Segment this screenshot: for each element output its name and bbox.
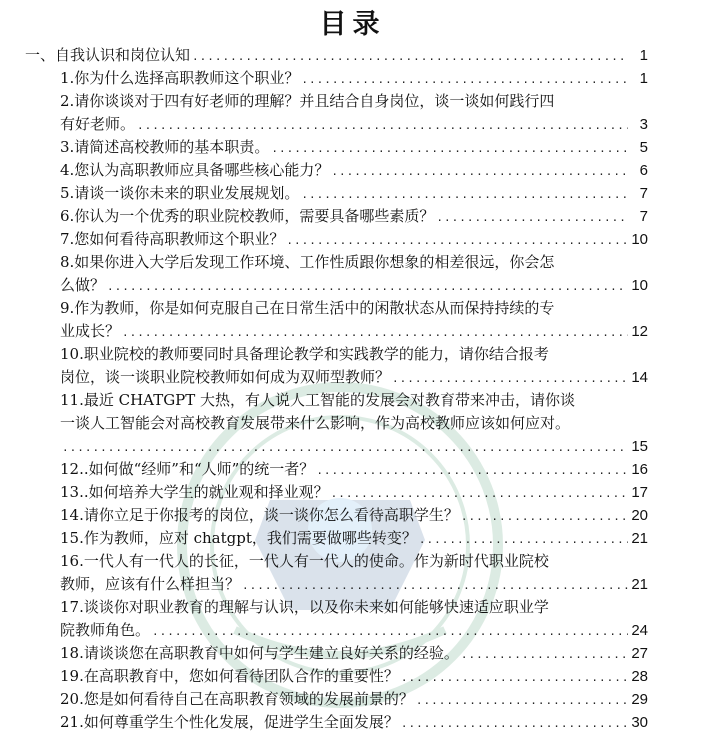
toc-entry[interactable] — [60, 711, 648, 734]
leader-dots — [436, 206, 628, 229]
toc-entry[interactable] — [60, 205, 648, 228]
toc-entry-text: 院教师角色。 — [60, 621, 151, 639]
leader-dots — [461, 505, 628, 528]
toc-page-number: 12 — [631, 323, 648, 340]
toc-entry[interactable] — [60, 67, 648, 90]
toc-entry-text: 21.如何尊重学生个性化发展，促进学生全面发展？ — [60, 713, 399, 731]
toc-page-number: 6 — [639, 162, 648, 179]
leader-dots — [192, 45, 628, 68]
toc-entry-text: 岗位，谈一谈职业院校教师如何成为双师型教师？ — [60, 368, 391, 386]
leader-dots — [301, 183, 628, 206]
toc-page-number: 7 — [639, 185, 648, 202]
toc-entry[interactable] — [60, 343, 648, 389]
toc-page-number: 15 — [631, 438, 648, 455]
toc-entry[interactable] — [60, 527, 648, 550]
toc-entry-text: 一谈人工智能会对高校教育发展带来什么影响，作为高校教师应该如何应对。 — [60, 414, 571, 432]
toc-entry-text: 业成长？ — [60, 322, 121, 340]
toc-entry[interactable] — [60, 458, 648, 481]
toc-entry[interactable] — [60, 159, 648, 182]
toc-entry[interactable] — [60, 297, 648, 343]
leader-dots — [461, 643, 628, 666]
toc-entry-text: 有好老师。 — [60, 115, 136, 133]
toc-entry-text: 6.你认为一个优秀的职业院校教师，需要具备哪些素质？ — [60, 207, 435, 225]
toc-entry-text: 14.请你立足于你报考的岗位，谈一谈你怎么看待高职学生？ — [60, 506, 459, 524]
leader-dots — [122, 321, 628, 344]
toc-title: 目录 — [319, 9, 386, 40]
toc-page-number: 3 — [639, 116, 648, 133]
toc-page-number: 14 — [631, 369, 648, 386]
toc-entry-text: 8.如果你进入大学后发现工作环境、工作性质跟你想象的相差很远，你会怎 — [60, 253, 555, 271]
toc-entry[interactable] — [60, 504, 648, 527]
toc-entry-text: 13..如何培养大学生的就业观和择业观？ — [60, 483, 329, 501]
toc-page-number: 17 — [631, 484, 648, 501]
toc-page-number: 24 — [631, 622, 648, 639]
toc-page-number: 29 — [631, 691, 648, 708]
toc-entry-text: 3.请简述高校教师的基本职责。 — [60, 138, 270, 156]
toc-entry-text: 12..如何做“经师”和“人师”的统一者？ — [60, 460, 315, 478]
toc-page-number: 30 — [631, 714, 648, 731]
toc-entry[interactable] — [60, 389, 648, 458]
toc-entry[interactable] — [60, 136, 648, 159]
toc-entry-text: 4.您认为高职教师应具备哪些核心能力？ — [60, 161, 330, 179]
leader-dots — [271, 137, 628, 160]
leader-dots — [286, 229, 628, 252]
toc-page-number: 10 — [631, 277, 648, 294]
toc-entry-text: 2.请你谈谈对于四有好老师的理解？并且结合自身岗位，谈一谈如何践行四 — [60, 92, 555, 110]
leader-dots — [301, 68, 628, 91]
toc-page-number: 1 — [639, 47, 648, 64]
toc-entry-text: 20.您是如何看待自己在高职教育领域的发展前景的？ — [60, 690, 414, 708]
toc-entry[interactable] — [60, 642, 648, 665]
leader-dots — [107, 275, 628, 298]
toc-section-label: 一、自我认识和岗位认知 — [25, 46, 191, 64]
toc-entry-text: 15.作为教师，应对 chatgpt，我们需要做哪些转变？ — [60, 529, 417, 547]
toc-entry-text: 16.一代人有一代人的长征，一代人有一代人的使命。作为新时代职业院校 — [60, 552, 549, 570]
toc-page-number: 21 — [631, 576, 648, 593]
toc-section-1[interactable] — [25, 44, 648, 67]
leader-dots — [62, 436, 628, 459]
leader-dots — [152, 620, 628, 643]
toc-page-number: 28 — [631, 668, 648, 685]
toc-page-number: 5 — [639, 139, 648, 156]
toc-entry[interactable] — [60, 182, 648, 205]
leader-dots — [392, 367, 628, 390]
toc-entry-text: 5.请谈一谈你未来的职业发展规划。 — [60, 184, 300, 202]
toc-page-number: 1 — [639, 70, 648, 87]
toc-entry[interactable] — [60, 251, 648, 297]
toc-entry-text: 18.请谈谈您在高职教育中如何与学生建立良好关系的经验。 — [60, 644, 459, 662]
toc-page-number: 10 — [631, 231, 648, 248]
toc-entry[interactable] — [60, 596, 648, 642]
toc-entry-text: 19.在高职教育中，您如何看待团队合作的重要性？ — [60, 667, 399, 685]
leader-dots — [137, 114, 628, 137]
leader-dots — [331, 482, 628, 505]
toc-entry[interactable] — [60, 481, 648, 504]
toc-page-number: 20 — [631, 507, 648, 524]
leader-dots — [331, 160, 628, 183]
leader-dots — [416, 689, 628, 712]
leader-dots — [419, 528, 628, 551]
toc-entry-text: 10.职业院校的教师要同时具备理论教学和实践教学的能力，请你结合报考 — [60, 345, 549, 363]
toc-entry[interactable] — [60, 550, 648, 596]
toc-page-number: 7 — [639, 208, 648, 225]
leader-dots — [242, 574, 628, 597]
toc-entry-text: 17.谈谈你对职业教育的理解与认识，以及你未来如何能够快速适应职业学 — [60, 598, 549, 616]
leader-dots — [401, 712, 628, 735]
toc-entry[interactable] — [60, 90, 648, 136]
toc-entry-text: 11.最近 CHATGPT 大热，有人说人工智能的发展会对教育带来冲击，请你谈 — [60, 391, 576, 409]
toc-page-number: 27 — [631, 645, 648, 662]
toc-entry-text: 9.作为教师，你是如何克服自己在日常生活中的闲散状态从而保持持续的专 — [60, 299, 555, 317]
toc-entry-text: 么做？ — [60, 276, 106, 294]
toc-entry-text: 7.您如何看待高职教师这个职业？ — [60, 230, 285, 248]
toc-entry-text: 1.你为什么选择高职教师这个职业？ — [60, 69, 300, 87]
toc-entry[interactable] — [60, 665, 648, 688]
leader-dots — [401, 666, 628, 689]
toc-page-number: 16 — [631, 461, 648, 478]
toc-entry[interactable] — [60, 228, 648, 251]
toc-entry[interactable] — [60, 688, 648, 711]
toc-page-number: 21 — [631, 530, 648, 547]
leader-dots — [316, 459, 628, 482]
toc-entry-text: 教师，应该有什么样担当？ — [60, 575, 241, 593]
